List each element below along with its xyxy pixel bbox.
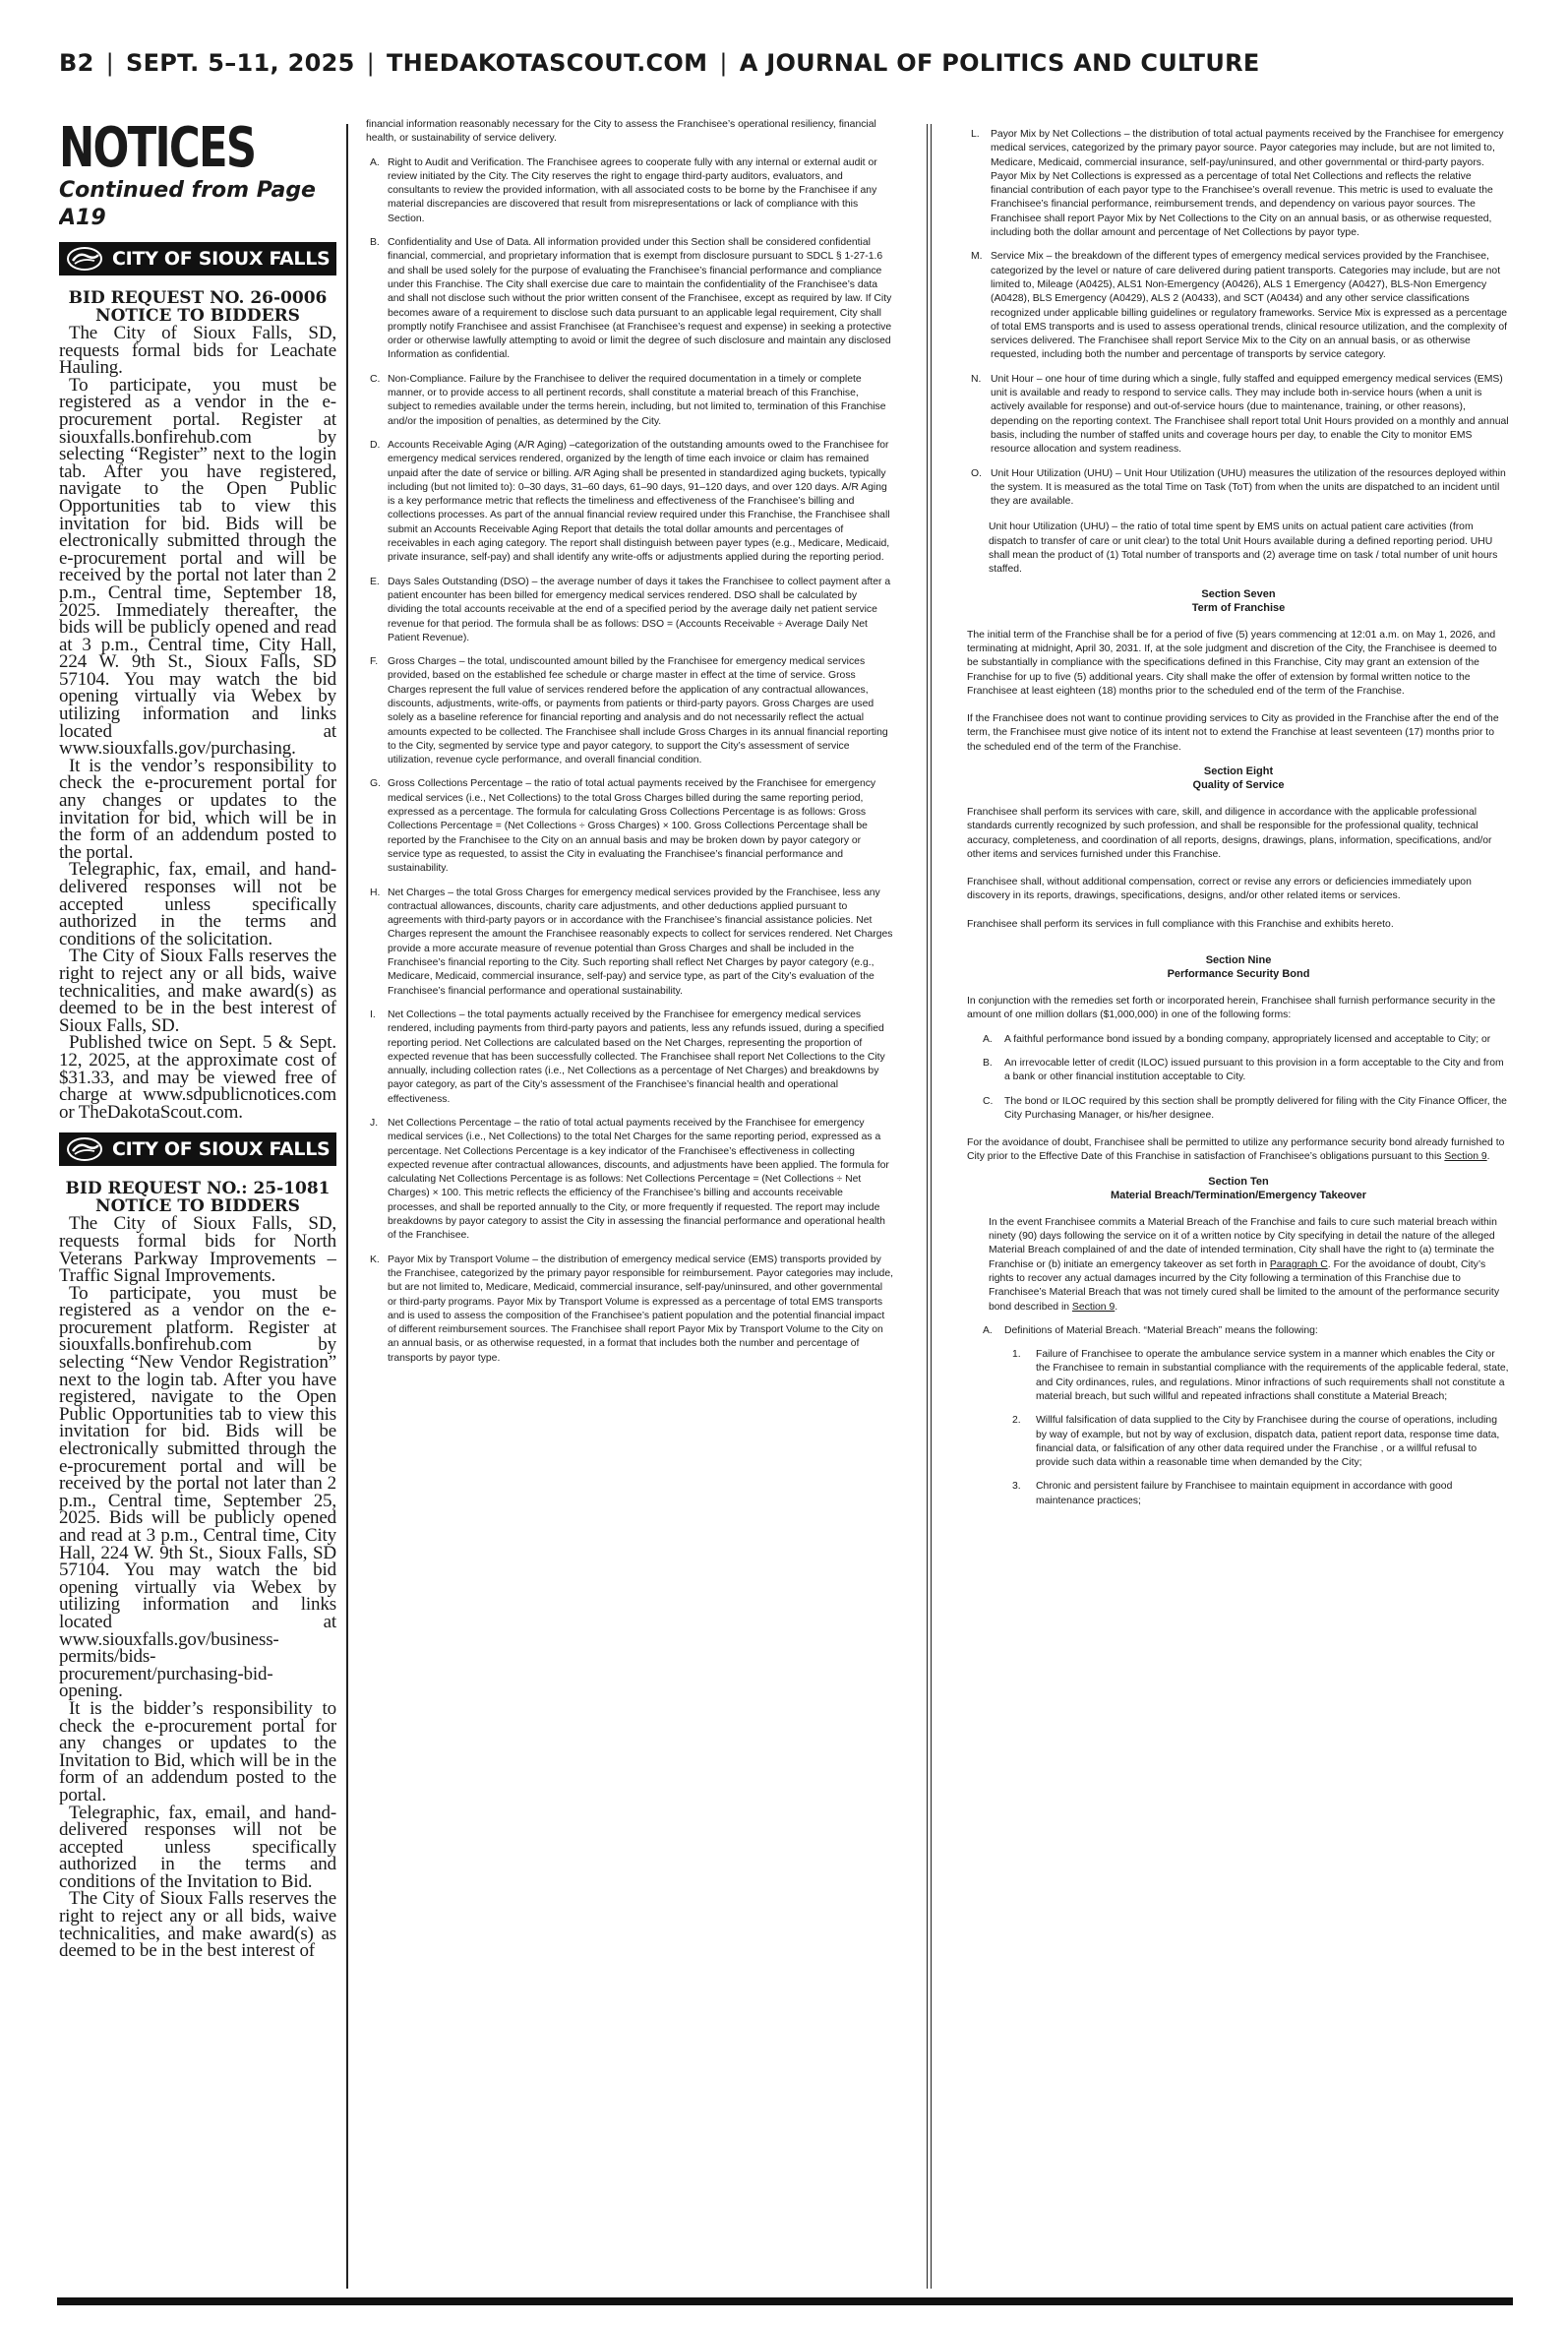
section-ten-title: Section Ten	[1208, 1175, 1269, 1188]
section-eight-p2: Franchisee shall, without additional compensation, correct or revise any errors or deficiencies immediately upon discovery in its reports, drawings, specifications, designs, and/or other related items or services.	[967, 877, 1472, 902]
item-label: D.	[370, 439, 381, 451]
item-label: H.	[370, 887, 381, 898]
bid-request-number: BID REQUEST NO.: 25-1081	[65, 1179, 331, 1199]
list-item	[366, 1009, 893, 1107]
item-label: G.	[370, 778, 381, 790]
section-seven-p2: If the Franchisee does not want to continue providing services to City as provided in the Franchise after the end of the term, the Franchisee must give notice of its intent not to extend the Franchise at least seventeen (17) months prior to the scheduled end of the term of the Franchise.	[967, 713, 1499, 753]
item-label: 1.	[1012, 1349, 1021, 1361]
item-text: Days Sales Outstanding (DSO) – the average number of days it takes the Franchisee to collect payment after a patient encounter has been billed for emergency medical services rendered. DSO shall be calculated by dividing the total accounts receivable at the end of a specified period by the average daily net patient service revenue for that period. The formula shall be as follows: DSO = (Accounts Receivable ÷ Average Daily Net Patient Revenue).	[388, 576, 891, 643]
intro-paragraph: financial information reasonably necessary for the City to assess the Franchisee’s operational resiliency, financial health, or sustainability of service delivery.	[366, 119, 876, 145]
item-text: Confidentiality and Use of Data. All information provided under this Section shall be considered confidential financial, commercial, and proprietary information that is exempt from disclosure pursuant to SDCL § 1-27-1.6 and shall be used solely for the purpose of evaluating the Franchisee’s financial performance and compliance under this Franchise. The City shall exercise due care to maintain the confidentiality of the Franchisee’s data and shall not disclose such without the prior written consent of the Franchisee, except as required by law. If City becomes aware of a requirement to disclose such data pursuant to an applicable legal requirement, City shall promptly notify Franchisee and assist Franchisee (at Franchisee’s request and expense) in seeking a protective order or otherwise lawfully attempting to avoid or limit the degree of such disclosure and maintain any disclosed Information as confidential.	[388, 237, 892, 361]
list-item	[967, 250, 1510, 362]
section-nine-ref-link[interactable]: Section 9	[1444, 1151, 1487, 1163]
notice-paragraph: The City of Sioux Falls reserves the right to reject any or all bids, waive technicalities, and make award(s) as deemed to be in the best interest of	[59, 1888, 336, 1962]
section-seven-p1: The initial term of the Franchise shall be for a period of five (5) years commencing at 12:01 a.m. on May 1, 2026, and terminating at midnight, April 30, 2031. If, at the sole judgment and discretion of the City, the Franchisee is deemed to be substantially in compliance with the specifications defined in this Franchise, City may grant an extension of the Franchise for up to five (5) additional years. City shall make the offer of extension by formal written notice to the Franchisee at least eighteen (18) months prior to the scheduled end of the term of the Franchise.	[967, 629, 1497, 697]
item-label: 3.	[1012, 1481, 1021, 1493]
notice-paragraph: The City of Sioux Falls, SD, requests formal bids for Leachate Hauling.	[59, 323, 336, 379]
list-item	[366, 236, 893, 363]
item-label: O.	[971, 467, 982, 479]
list-item	[967, 373, 1510, 458]
notice-paragraph: To participate, you must be registered as a vendor in the e-procurement portal. Register at siouxfalls.bonfirehub.com by selecting “Register” next to the login tab. After you have registered, navigate to the Open Public Opportunities tab to view this invitation for bid. Bids will be electronically submitted through the e-procurement portal and will be received by the portal not later than 2 p.m., Central time, September 18, 2025. Immediately thereafter, the bids will be publicly opened and read at 3 p.m., Central time, City Hall, 224 W. 9th St., Sioux Falls, SD 57104. You may watch the bid opening virtually via Webex by utilizing information and links located at www.siouxfalls.gov/purchasing.	[59, 374, 336, 760]
section-seven-title: Section Seven	[1201, 587, 1276, 600]
franchise-column-middle	[366, 118, 893, 2288]
section-nine-subtitle: Performance Security Bond	[1167, 968, 1310, 981]
item-label: N.	[971, 373, 982, 385]
item-label: A.	[370, 156, 380, 168]
list-item	[366, 439, 893, 566]
uhu-paragraph: Unit hour Utilization (UHU) – the ratio of total time spent by EMS units on actual patient care activities (from dispatch to transfer of care or unit clear) to the total Unit Hours available during a defined reporting period. UHU shall mean the product of (1) Total number of transports and (2) average time on task / total number of unit hours staffed.	[989, 521, 1498, 576]
definitions-list-continued	[967, 128, 1510, 509]
section-ten-subtitle: Material Breach/Termination/Emergency Takeover	[1110, 1189, 1367, 1201]
item-text: Gross Charges – the total, undiscounted amount billed by the Franchisee for emergency medical services provided, based on the established fee schedule or charge master in effect at the time of service. Gross Charges represent the full value of services rendered before the application of any contractual allowances, discounts, adjustments, write-offs, or payments from patients or third-party payors. Gross Charges are used solely as a baseline reference for financial reporting and analysis and do not necessarily reflect the actual amounts expected to be collected. The Franchisee shall include Gross Charges in its annual financial reporting to the City, segmented by service type and payor category, to support the City’s assessment of service utilization, revenue cycle performance, and overall financial condition.	[388, 656, 888, 766]
notice-paragraph: It is the bidder’s responsibility to check the e-procurement portal for any changes or updates to the Invitation to Bid, which will be in the form of an addendum posted to the portal.	[59, 1697, 336, 1805]
notice-paragraph: Telegraphic, fax, email, and hand-delivered responses will not be accepted unless specifically authorized in the terms and conditions of the Invitation to Bid.	[59, 1802, 336, 1892]
list-item	[366, 156, 893, 226]
material-breach-list	[967, 1348, 1510, 1508]
section-ten-p1-text: In the event Franchisee commits a Material Breach of the Franchise and fails to cure such material breach within ninety (90) days following the service on it of a written notice by City specifying in detail the nature of the alleged Material Breach complained of and the date of intended termination, City shall have the right to (a) terminate the Franchise or (b) initiate an emergency takeover as set forth in	[989, 1216, 1497, 1270]
bottom-rule	[57, 2297, 1513, 2305]
notice-paragraph: To participate, you must be registered as a vendor on the e-procurement platform. Register at siouxfalls.bonfirehub.com by selecting “New Vendor Registration” next to the login tab. After you have registered, navigate to the Open Public Opportunities tab to view this invitation for bid. Bids will be electronically submitted through the e-procurement portal and will be received by the portal not later than 2 p.m., Central time, September 25, 2025. Bids will be publicly opened and read at 3 p.m., Central time, City Hall, 224 W. 9th St., Sioux Falls, SD 57104. You may watch the bid opening virtually via Webex by utilizing information and links located at www.siouxfalls.gov/business-permits/bids-procurement/purchasing-bid-opening.	[59, 1282, 336, 1702]
list-item	[366, 655, 893, 767]
section-eight-subtitle: Quality of Service	[1192, 778, 1285, 791]
item-text: Unit Hour Utilization (UHU) – Unit Hour Utilization (UHU) measures the utilization of the resources deployed within the system. It is measured as the total Time on Task (ToT) from when the units are dispatched to an incident until they are available.	[991, 467, 1506, 508]
notice-paragraph: The City of Sioux Falls, SD, requests formal bids for North Veterans Parkway Improvements – Traffic Signal Improvements.	[59, 1213, 336, 1287]
notice-paragraph: The City of Sioux Falls reserves the right to reject any or all bids, waive technicalities, and make award(s) as deemed to be in the best interest of Sioux Falls, SD.	[59, 946, 336, 1036]
list-item	[967, 1057, 1510, 1085]
item-label: M.	[971, 251, 983, 263]
tagline: A JOURNAL OF POLITICS AND CULTURE	[739, 49, 1260, 77]
notice-paragraph: It is the vendor’s responsibility to check the e-procurement portal for any changes or updates to the invitation for bid, which will be in the form of an addendum posted to the portal.	[59, 755, 336, 863]
legal-notice	[59, 1132, 336, 1960]
item-text: Definitions of Material Breach. “Material Breach” means the following:	[1004, 1324, 1318, 1336]
city-name: CITY OF SIOUX FALLS	[112, 248, 331, 270]
column-divider	[346, 124, 348, 2289]
page-number: B2	[59, 49, 94, 77]
list-item	[967, 467, 1510, 510]
city-banner	[59, 242, 336, 275]
list-item	[366, 887, 893, 999]
city-banner	[59, 1132, 336, 1166]
section-eight-p3: Franchisee shall perform its services in full compliance with this Franchise and exhibits hereto.	[967, 918, 1394, 930]
item-text: Failure of Franchisee to operate the ambulance service system in a manner which enables the City or the Franchisee to remain in substantial compliance with the requirements of the applicable federal, state, and City ordinances, rules, and regulations. Minor infractions of such requirements shall not constitute a material breach, but such willful and repeated infractions shall constitute a Material Breach;	[1036, 1349, 1509, 1402]
franchise-column-right	[967, 118, 1510, 2288]
section-nine-p2-end: .	[1486, 1151, 1490, 1163]
notices-column	[59, 118, 336, 2288]
item-text: Chronic and persistent failure by Franchisee to maintain equipment in accordance with good maintenance practices;	[1036, 1481, 1453, 1506]
notice-paragraph: Published twice on Sept. 5 & Sept. 12, 2025, at the approximate cost of $31.33, and may be viewed free of charge at www.sdpublicnotices.com or TheDakotaScout.com.	[59, 1032, 336, 1123]
list-item	[967, 1095, 1510, 1124]
list-item	[967, 1348, 1510, 1404]
item-text: Gross Collections Percentage – the ratio of total actual payments received by the Franchisee for emergency medical services (i.e., Net Collections) to the total Gross Charges billed during the same reporting period, expressed as a percentage. The formula for calculating Gross Collections Percentage is as follows: Gross Collections Percentage = (Net Collections ÷ Gross Charges) × 100. Gross Collections Percentage shall be reported by the Franchisee to the City on an annual basis and may be broken down by payor category or service type as requested, to assist the City in evaluating the Franchisee’s financial performance and sustainability.	[388, 778, 876, 875]
bid-request-number: BID REQUEST NO. 26-0006	[68, 288, 328, 308]
item-label: A.	[983, 1324, 993, 1336]
material-breach-definitions	[967, 1324, 1510, 1338]
item-text: Willful falsification of data supplied to the City by Franchisee during the course of operations, including by way of example, but not by way of exclusion, dispatch data, patient report data, response time data, financial data, or falsification of any other data required under the Franchise , or a willful refusal to provide such data within a reasonable time when demanded by the City;	[1036, 1415, 1500, 1469]
item-text: Payor Mix by Net Collections – the distribution of total actual payments received by the Franchisee for emergency medical services, categorized by the primary payor source. Payor categories may include, but are not limited to, Medicare, Medicaid, commercial insurance, self-pay/uninsured, and other governmental or third-party payors. Payor Mix by Net Collections is expressed as a percentage of total Net Collections and reflects the relative financial contribution of each payor type to the Franchisee’s overall revenue. This metric is used to evaluate the Franchisee’s financial performance, reimbursement trends, and dependency on various payor sources. The Franchisee shall report Payor Mix by Net Collections to the City on an annual basis, or as otherwise requested, including both the dollar amount and percentage of Net Collections by payor type.	[991, 129, 1504, 239]
item-text: The bond or ILOC required by this section shall be promptly delivered for filing with the City Finance Officer, the City Purchasing Manager, or his/her designee.	[1004, 1095, 1507, 1121]
section-nine-heading	[967, 953, 1510, 981]
item-label: E.	[370, 576, 380, 587]
section-seven-subtitle: Term of Franchise	[1191, 601, 1286, 614]
item-label: A.	[983, 1033, 993, 1045]
list-item	[967, 1480, 1510, 1508]
section-nine-ref-link-2[interactable]: Section 9	[1071, 1301, 1116, 1313]
item-label: L.	[971, 129, 980, 140]
item-label: 2.	[1012, 1415, 1021, 1427]
list-item	[366, 576, 893, 645]
item-text: Unit Hour – one hour of time during which a single, fully staffed and equipped emergency medical services (EMS) unit is available and ready to respond to service calls. They may include both in-service hours (when a unit is actively available for response) and out-of-service hours (due to maintenance, training, or other reasons), depending on the reporting context. The Franchisee shall report total Unit Hours provided on a monthly and annual basis, including the number of staffed units and coverage hours per day, to enable the City to monitor EMS resource allocation and system readiness.	[991, 373, 1509, 456]
section-ten-p1-text2: . For the avoidance of doubt, City’s rights to recover any actual damages incurred by the City following a termination of this Franchise due to Franchisee’s Material Breach that was not timely cured shall be limited to the amount of the performance security bond described in	[989, 1258, 1500, 1313]
item-text: Right to Audit and Verification. The Franchisee agrees to cooperate fully with any internal or external audit or review initiated by the City. The City reserves the right to engage third-party auditors, evaluators, and consultants to review the provided information, with all associated costs to be borne by the Franchisee if any material discrepancies are discovered that result from misrepresentations or lack of compliance with this Section.	[388, 156, 877, 224]
item-label: K.	[370, 1254, 380, 1265]
section-title: NOTICES	[59, 118, 256, 180]
item-text: Payor Mix by Transport Volume – the distribution of emergency medical service (EMS) transports provided by the Franchisee, categorized by the primary payor responsible for reimbursement. Payor categories may include, but are not limited to, Medicare, Medicaid, commercial insurance, self-pay/uninsured, and other governmental or third-party programs. Payor Mix by Transport Volume is expressed as a percentage of total EMS transports and is used to assess the composition of the Franchisee’s patient population and the potential financial impact of different reimbursement sources. The Franchisee shall report Payor Mix by Transport Volume to the City on an annual basis, or as otherwise requested, in a format that includes both the number and percentage of transports by payor type.	[388, 1254, 893, 1364]
legal-notice	[59, 242, 336, 1121]
list-item	[967, 1414, 1510, 1470]
item-label: F.	[370, 656, 379, 668]
section-nine-title: Section Nine	[1205, 954, 1272, 967]
list-item	[366, 373, 893, 429]
section-nine-p1: In conjunction with the remedies set forth or incorporated herein, Franchisee shall furnish performance security in the amount of one million dollars ($1,000,000) in one of the following forms:	[967, 996, 1496, 1021]
item-text: An irrevocable letter of credit (ILOC) issued pursuant to this provision in a form acceptable to the City and from a bank or other financial institution acceptable to City.	[1004, 1057, 1504, 1083]
site-url[interactable]: THEDAKOTASCOUT.COM	[387, 49, 708, 77]
section-eight-title: Section Eight	[1203, 765, 1274, 777]
continued-from: Continued from Page A19	[59, 178, 316, 230]
item-label: B.	[370, 237, 380, 249]
section-eight-p1: Franchisee shall perform its services with care, skill, and diligence in accordance with the applicable professional standards currently recognized by such profession, and shall be responsible for the professional quality, technical accuracy, completeness, and coordination of all reports, designs, drawings, plans, information, specifications, and/or other items and services furnished under this Franchise.	[967, 806, 1492, 860]
column-divider-double	[927, 124, 932, 2289]
list-item	[366, 1117, 893, 1244]
item-label: J.	[370, 1118, 379, 1129]
list-item	[967, 128, 1510, 240]
list-item	[967, 1033, 1510, 1047]
section-ten-p1	[967, 1216, 1510, 1315]
notice-heading: NOTICE TO BIDDERS	[95, 306, 300, 326]
notice-body	[59, 1215, 336, 1960]
section-nine-p2-text: For the avoidance of doubt, Franchisee shall be permitted to utilize any performance security bond already furnished to City prior to the Effective Date of this Franchise in satisfaction of Franchisee’s obligations pursuant to this	[967, 1137, 1505, 1163]
section-ten-heading	[967, 1175, 1510, 1202]
item-text: Net Collections – the total payments actually received by the Franchisee for emergency medical services rendered, including payments from third-party payors and patients, less any refunds issued, during a specified reporting period. Net Collections are calculated based on the Net Charges, representing the proportion of expected revenue that has been successfully collected. The Franchisee shall report Net Collections to the City annually, including collection rates (i.e., Net Collections as a percentage of Net Charges) and breakdowns by payor category, as part of the City’s assessment of the Franchisee’s financial health and operational effectiveness.	[388, 1009, 885, 1105]
item-text: A faithful performance bond issued by a bonding company, appropriately licensed and acceptable to City; or	[1004, 1033, 1491, 1045]
item-text: Service Mix – the breakdown of the different types of emergency medical services provided by the Franchisee, categorized by the level or nature of care delivered during patient transports. Categories may include, but are not limited to, Mileage (A0425), ALS1 Non-Emergency (A0426), ALS 1 Emergency (A0427), BLS-Non Emergency (A0428), BLS Emergency (A0429), ALS 2 (A0433), and SCT (A0434) and any other service classifications recognized under applicable billing guidelines or regulatory frameworks. Service Mix is expressed as a percentage of total EMS transports and is used to assess operational trends, clinical resource utilization, and the complexity of services delivered. The Franchisee shall report Service Mix to the City on an annual basis, or as otherwise requested, including both the number and percentage of transports by service category.	[991, 251, 1508, 361]
city-logo-icon	[63, 245, 106, 273]
item-label: B.	[983, 1057, 993, 1069]
city-logo-icon	[63, 1135, 106, 1163]
item-label: C.	[983, 1095, 994, 1107]
item-label: C.	[370, 373, 381, 385]
issue-date: SEPT. 5–11, 2025	[125, 49, 355, 77]
masthead: B2 | SEPT. 5–11, 2025 | THEDAKOTASCOUT.COM | A JOURNAL OF POLITICS AND CULTURE	[59, 49, 1260, 77]
notices-list	[59, 242, 336, 1960]
notice-heading: NOTICE TO BIDDERS	[95, 1196, 300, 1217]
notice-body	[59, 325, 336, 1121]
section-eight-heading	[967, 765, 1510, 792]
definitions-list	[366, 156, 893, 1366]
item-text: Net Collections Percentage – the ratio of total actual payments received by the Franchisee for emergency medical services (i.e., Net Collections) to the total Net Charges for the same reporting period, expressed as a percentage. Net Collections Percentage is a key indicator of the Franchisee’s effectiveness in collecting expected revenue after contractual allowances, discounts, and adjustments have been applied. The formula for calculating Net Collections Percentage is as follows: Net Collections Percentage = (Net Collections ÷ Net Charges) × 100. This metric reflects the efficiency of the Franchisee’s billing and accounts receivable processes, and shall be reported annually to the City, or more frequently if requested. The report may include breakdowns by payor category to assist the City in assessing the financial performance and operational health of the Franchisee.	[388, 1118, 889, 1242]
section-ten-p1-end: .	[1115, 1301, 1118, 1313]
section-seven-heading	[967, 587, 1510, 615]
notice-paragraph: Telegraphic, fax, email, and hand-delivered responses will not be accepted unless specifically authorized in the terms and conditions of the solicitation.	[59, 859, 336, 949]
item-text: Accounts Receivable Aging (A/R Aging) –categorization of the outstanding amounts owed to the Franchisee for emergency medical services rendered, organized by the length of time each invoice or claim has remained unpaid after the date of service or billing. A/R Aging shall be presented in standardized aging buckets, typically including (but not limited to): 0–30 days, 31–60 days, 61–90 days, 91–120 days, and over 120 days. A/R Aging is a key performance metric that reflects the timeliness and effectiveness of the Franchisee’s billing and collections processes. As part of the annual financial review required under this Franchise, the Franchisee shall submit an Accounts Receivable Aging Report that details the total dollar amounts and percentages of receivables in each aging category. The report shall distinguish between payer types (e.g., Medicare, Medicaid, private insurance, self-pay) and shall identify any write-offs or adjustments applied during the reporting period.	[388, 439, 890, 564]
list-item	[366, 777, 893, 876]
city-name: CITY OF SIOUX FALLS	[112, 1138, 331, 1161]
section-nine-p2	[967, 1136, 1510, 1165]
bond-forms-list	[967, 1033, 1510, 1123]
paragraph-c-ref-link[interactable]: Paragraph C	[1269, 1258, 1328, 1270]
item-label: I.	[370, 1009, 376, 1020]
list-item	[366, 1254, 893, 1366]
item-text: Non-Compliance. Failure by the Franchisee to deliver the required documentation in a timely or complete manner, or to provide access to all pertinent records, shall constitute a material breach of this Franchise, subject to remedies available under the terms herein, including, but not limited to, termination of this Franchise and/or the imposition of penalties, as determined by the City.	[388, 373, 886, 427]
item-text: Net Charges – the total Gross Charges for emergency medical services provided by the Franchisee, less any contractual allowances, discounts, charity care adjustments, and other deductions applied pursuant to agreements with third-party payors or in accordance with the Franchisee’s financial assistance policies. Net Charges represent the amount the Franchisee reasonably expects to collect for services rendered. Net Charges provide a more accurate measure of revenue potential than Gross Charges and shall be included in the Franchisee’s financial reporting to the City. Such reporting shall reflect Net Charges by payor category (e.g., Medicare, Medicaid, commercial insurance, self-pay) and service type, as part of the City’s evaluation of the Franchisee’s financial performance and operational sustainability.	[388, 887, 893, 997]
